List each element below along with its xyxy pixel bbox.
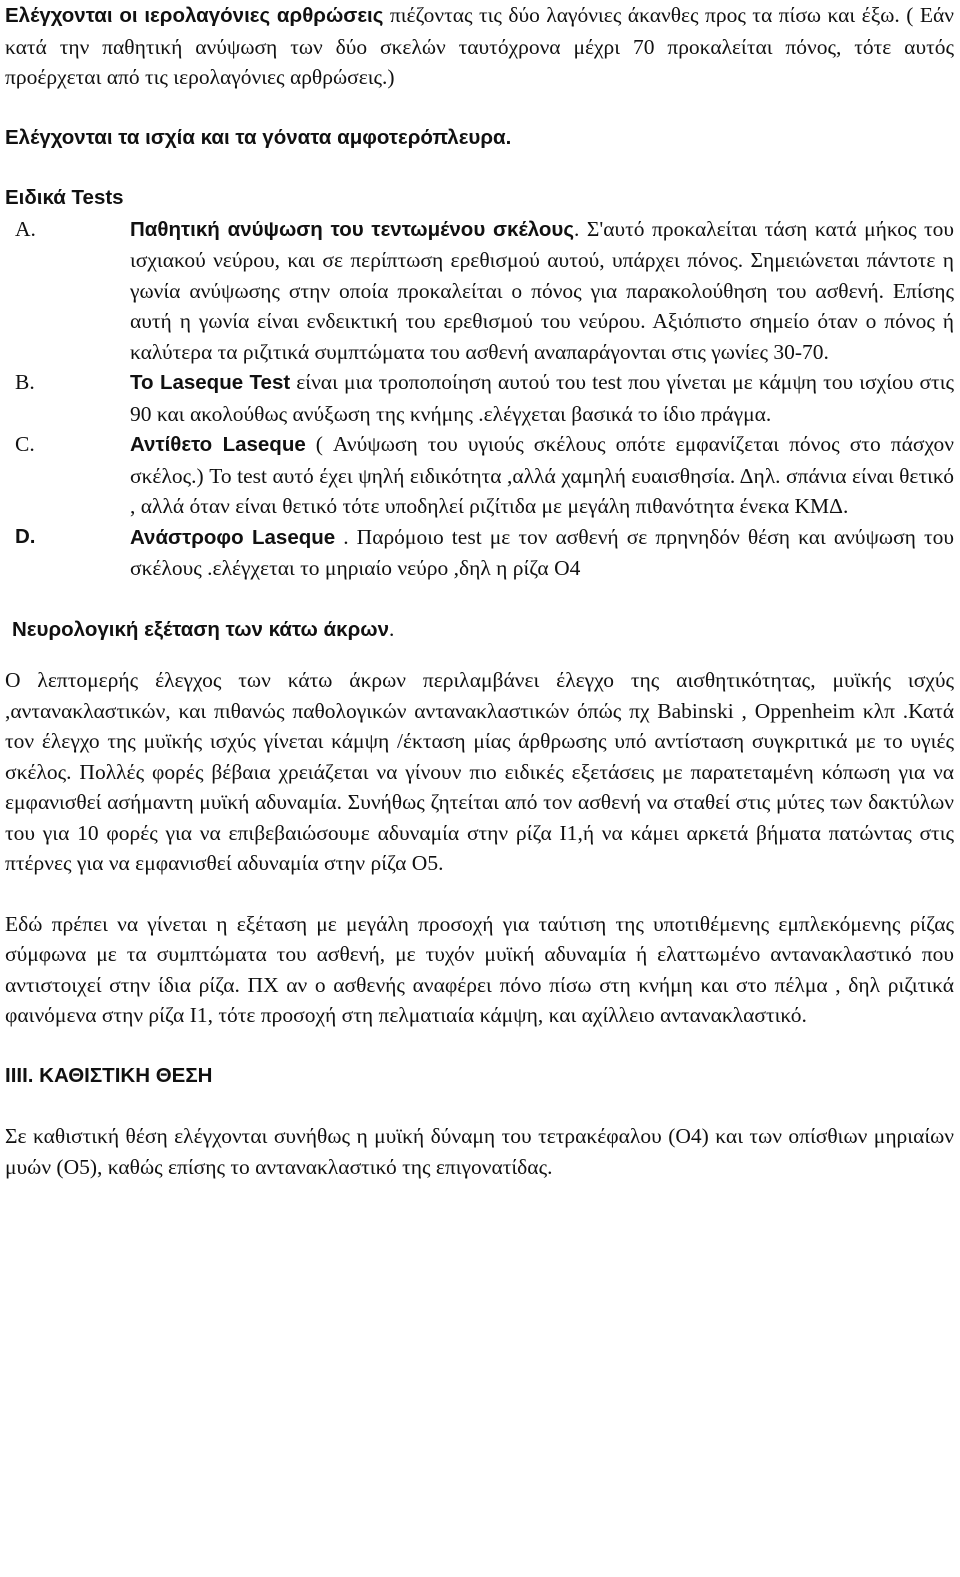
- list-item-body: [130, 522, 954, 584]
- test-title: Αντίθετο Laseque: [130, 433, 306, 456]
- list-marker: C.: [15, 432, 35, 456]
- test-title: Ανάστροφο Laseque: [130, 525, 336, 549]
- sitting-paragraph: Σε καθιστική θέση ελέγχονται συνήθως η μυϊκή δύναμη του τετρακέφαλου (Ο4) και των οπίσθιων μηριαίων μυών (Ο5), καθώς επίσης το αντανακλαστικό της επιγονατίδας.: [5, 1124, 954, 1179]
- intro-bold-lead: Ελέγχονται οι ιερολαγόνιες αρθρώσεις: [5, 4, 384, 27]
- intro-text: πιέζοντας τις δύο λαγόνιες άκανθες προς τα πίσω και έξω. ( Εάν κατά την παθητική ανύψωση των δύο σκελών ταυτόχρονα μέχρι 70 προκαλείται πόνος, τότε αυτός προέρχεται από τις ιερολαγόνιες αρθρώσεις.): [5, 3, 954, 89]
- list-marker: B.: [15, 370, 35, 394]
- list-marker: A.: [15, 216, 36, 241]
- neuro-paragraph-1: Ο λεπτομερής έλεγχος των κάτω άκρων περιλαμβάνει έλεγχο της αισθητικότητας, μυϊκής ισχύς ,αντανακλαστικών, και πιθανώς παθολογικών αντανακλαστικών όπώς πχ Babinski , Oppenheim κλπ .Κατά τον έλεγχο της μυϊκής ισχύς γίνεται κάμψη /έκταση μίας άρθρωσης υπό αντίσταση συγκριτικά με το υγιές σκέλος. Πολλές φορές βέβαια χρειάζεται να γίνουν πιο ειδικές εξετάσεις με παρατεταμένη κόπωση για να εμφανισθεί ασήμαντη μυϊκή αδυναμία. Συνήθως ζητείται από τον ασθενή να σταθεί στις μύτες των δακτύλων του για 10 φορές για να επιβεβαιώσουμε αδυναμία στην ρίζα Ι1,ή να κάμει αρκετά βήματα πατώντας στις πτέρνες για να εμφανισθεί αδυναμία στην ρίζα Ο5.: [5, 668, 954, 875]
- list-item-body: [130, 429, 954, 522]
- intro-paragraph-1: [5, 0, 954, 93]
- list-item: [15, 429, 954, 522]
- neuro-heading-text: Νευρολογική εξέταση των κάτω άκρων: [12, 617, 389, 641]
- list-item: [15, 367, 954, 429]
- list-item: [15, 214, 955, 368]
- special-tests-heading: Ειδικά Tests: [5, 186, 124, 209]
- list-marker: D.: [15, 524, 36, 548]
- test-title: Το Laseque Test: [130, 371, 291, 394]
- list-item: [15, 522, 954, 584]
- list-item-body: [130, 367, 954, 429]
- test-text: είναι μια τροποποίηση αυτού του test που γίνεται με κάμψη του ισχίου στις 90 και ακολούθως ανύξωση της κνήμης .ελέγχεται βασικά το ίδιο πράγμα.: [130, 370, 954, 426]
- test-title: Παθητική ανύψωση του τεντωμένου σκέλους: [130, 217, 575, 241]
- test-text: . Παρόμοιο test με τον ασθενή σε πρηνηδόν θέση και ανύψωση του σκέλους .ελέγχεται το μηριαίο νεύρο ,δηλ η ρίζα Ο4: [130, 524, 954, 580]
- test-text: ( Ανύψωση του υγιούς σκέλους οπότε εμφανίζεται πόνος στο πάσχον σκέλος.) Το test αυτό έχει ψηλή ειδικότητα ,αλλά χαμηλή ευαισθησία. Δηλ. σπάνια είναι θετικό , αλλά όταν είναι θετικό τότε υποδηλεί ριζίτιδα με μεγάλη πιθανότητα ένεκα ΚΜΔ.: [130, 432, 954, 518]
- joints-check-line: Ελέγχονται τα ισχία και τα γόνατα αμφοτερόπλευρα.: [5, 125, 512, 149]
- neuro-exam-heading: [12, 614, 954, 646]
- list-item-body: [130, 214, 954, 368]
- neuro-heading-dot: .: [389, 616, 395, 641]
- neuro-paragraph-2: Εδώ πρέπει να γίνεται η εξέταση με μεγάλη προσοχή για ταύτιση της υποτιθέμενης εμπλεκόμενης ρίζας σύμφωνα με τα συμπτώματα του ασθενή, με τυχόν μυϊκή αδυναμία ή ελαττωμένο αντανακλαστικό που αντιστοιχεί στην ίδια ρίζα. ΠΧ αν ο ασθενής αναφέρει πόνο πίσω στη κνήμη και στο πέλμα , δηλ ριζιτικά φαινόμενα στην ρίζα Ι1, τότε προσοχή στη πελματιαία κάμψη, και αχίλλειο αντανακλαστικό.: [5, 911, 954, 1027]
- test-text: . Σ'αυτό προκαλείται τάση κατά μήκος του ισχιακού νεύρου, και σε περίπτωση ερεθισμού αυτού, υπάρχει πόνος. Σημειώνεται πάντοτε η γωνία ανύψωσης στην οποία προκαλείται ο πόνος για παρακολούθηση του ασθενή. Επίσης αυτή η γωνία είναι ενδεικτική του ερεθισμού του νεύρου. Αξιόπιστο σημείο όταν ο πόνος ή καλύτερα τα ριζιτικά συμπτώματα του ασθενή αναπαράγονται στις γωνίες 30-70.: [130, 216, 955, 364]
- special-tests-list: [15, 214, 955, 584]
- sitting-heading: ΙΙΙΙ. ΚΑΘΙΣΤΙΚΗ ΘΕΣΗ: [5, 1063, 213, 1087]
